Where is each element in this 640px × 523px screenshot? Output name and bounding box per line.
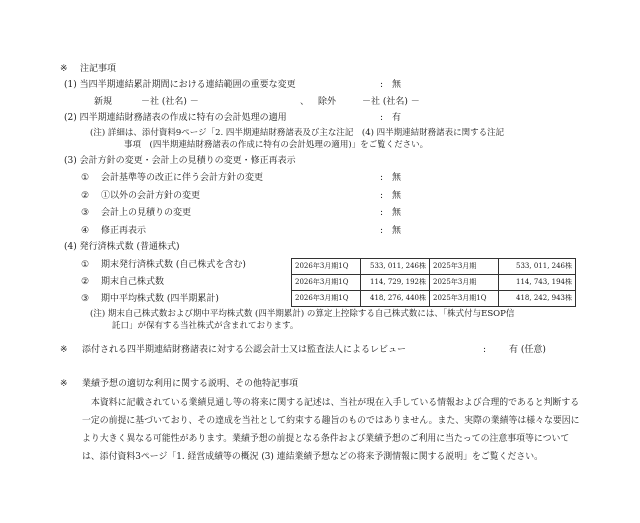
item3-row1-num: ①	[81, 173, 90, 183]
shares-cell: 114, 729, 192株	[361, 275, 430, 291]
item3-row4-value: 無	[392, 226, 402, 236]
item3-row2-colon: :	[380, 191, 384, 201]
item4-note-line1: (注) 期末自己株式数および期中平均株式数 (四半期累計) の算定上控除する自己株式数には、「株式付与ESOP信	[90, 309, 515, 319]
period-cell: 2026年3月期1Q	[292, 259, 361, 275]
item3-row4-num: ④	[81, 226, 90, 236]
item3-row3-num: ③	[81, 208, 90, 218]
forecast-mark: ※	[60, 379, 68, 389]
item4-row2-num: ②	[81, 277, 90, 287]
item2-colon: :	[380, 113, 384, 123]
item4-note-line2: 託口」が保有する当社株式が含まれております。	[112, 321, 299, 331]
period-cell: 2026年3月期1Q	[292, 291, 361, 307]
item2-note-line1: (注) 詳細は、添付資料9ページ「2. 四半期連結財務諸表及び主な注記 (4) 四半期連結財務諸表に関する注記	[90, 128, 505, 138]
shares-cell: 533, 011, 246株	[361, 259, 430, 275]
shares-cell: 114, 743, 194株	[499, 275, 576, 291]
item1-new-value: －社 (社名) －	[141, 97, 199, 107]
item4-row1-label: 期末発行済株式数 (自己株式を含む)	[101, 260, 246, 270]
shares-cell: 418, 276, 440株	[361, 291, 430, 307]
item3-label: (3) 会計方針の変更・会計上の見積りの変更・修正再表示	[64, 156, 296, 166]
review-colon: :	[483, 345, 487, 355]
item4-row3-label: 期中平均株式数 (四半期累計)	[101, 294, 219, 304]
item3-row3-colon: :	[380, 208, 384, 218]
item3-row4-label: 修正再表示	[101, 226, 147, 236]
period-cell: 2026年3月期1Q	[292, 275, 361, 291]
item1-excl-label: 除外	[318, 97, 337, 107]
review-mark: ※	[60, 345, 68, 355]
note-mark: ※	[60, 64, 68, 74]
item3-row4-colon: :	[380, 226, 384, 236]
item2-value: 有	[392, 113, 402, 123]
shares-cell: 533, 011, 246株	[499, 259, 576, 275]
table-row	[292, 259, 576, 275]
item3-row1-label: 会計基準等の改正に伴う会計方針の変更	[101, 173, 264, 183]
item3-row1-value: 無	[392, 173, 402, 183]
item4-row2-label: 期末自己株式数	[101, 277, 165, 287]
item1-label: (1) 当四半期連結累計期間における連結範囲の重要な変更	[64, 80, 296, 90]
period-cell: 2025年3月期	[430, 259, 499, 275]
item3-row2-label: ①以外の会計方針の変更	[101, 191, 201, 201]
shares-cell: 418, 242, 943株	[499, 291, 576, 307]
item3-row2-num: ②	[81, 191, 90, 201]
item1-excl-value: －社 (社名) －	[362, 97, 420, 107]
item1-comma: 、	[300, 97, 310, 107]
table-row	[292, 275, 576, 291]
period-cell: 2025年3月期1Q	[430, 291, 499, 307]
item1-new-label: 新規	[94, 97, 113, 107]
review-label: 添付される四半期連結財務諸表に対する公認会計士又は監査法人によるレビュー	[82, 345, 407, 355]
forecast-body: 本資料に記載されている業績見通し等の将来に関する記述は、当社が現在入手している情報および合理的であると判断する一定の前提に基づいており、その達成を当社として約束する趣旨のものではありません。また、実際の業績等は様々な要因により大きく異なる可能性があります。業績予想の前提となる条件および業績予想のご利用に当たっての注意事項等については、添付資料3ページ「1. 経営成績等の概況 (3) 連結業績予想などの将来予測情報に関する説明」をご覧ください。	[82, 398, 580, 462]
forecast-header: 業績予想の適切な利用に関する説明、その他特記事項	[82, 379, 299, 389]
item3-row3-label: 会計上の見積りの変更	[101, 208, 192, 218]
period-cell: 2025年3月期	[430, 275, 499, 291]
share-count-table	[291, 258, 576, 307]
item3-row3-value: 無	[392, 208, 402, 218]
item3-row1-colon: :	[380, 173, 384, 183]
item4-row1-num: ①	[81, 260, 90, 270]
item1-colon: :	[380, 80, 384, 90]
table-row	[292, 291, 576, 307]
item4-label: (4) 発行済株式数 (普通株式)	[64, 242, 180, 252]
notes-header: 注記事項	[80, 64, 117, 74]
item4-row3-num: ③	[81, 294, 90, 304]
review-value: 有 (任意)	[509, 345, 546, 355]
item1-value: 無	[392, 80, 402, 90]
item3-row2-value: 無	[392, 191, 402, 201]
item2-note-line2: 事項 (四半期連結財務諸表の作成に特有の会計処理の適用)」をご覧ください。	[124, 140, 429, 150]
item2-label: (2) 四半期連結財務諸表の作成に特有の会計処理の適用	[64, 113, 287, 123]
